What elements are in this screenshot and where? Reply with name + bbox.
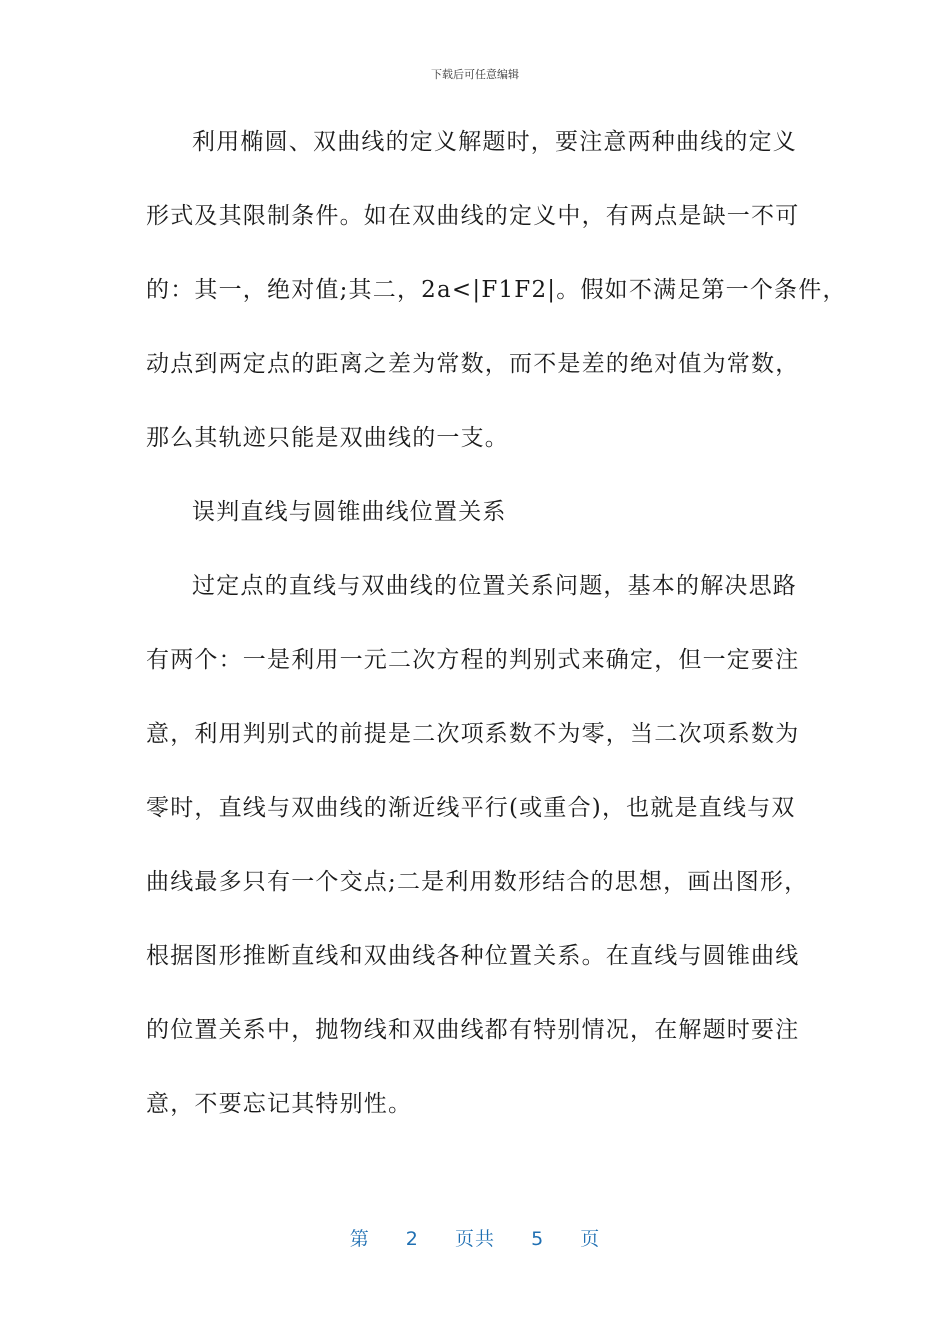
text-line: 意，利用判别式的前提是二次项系数不为零，当二次项系数为 xyxy=(146,721,800,747)
page-current: 2 xyxy=(405,1228,419,1250)
text-line: 曲线最多只有一个交点;二是利用数形结合的思想，画出图形， xyxy=(146,869,809,895)
section-heading xyxy=(146,494,806,531)
page-prefix: 第 xyxy=(349,1228,370,1250)
section-heading-text: 误判直线与圆锥曲线位置关系 xyxy=(192,499,507,525)
text-line: 根据图形推断直线和双曲线各种位置关系。在直线与圆锥曲线 xyxy=(146,943,800,969)
page-number-footer xyxy=(0,1224,950,1251)
paragraph-line-conic-position xyxy=(146,568,809,1123)
text-line: 的位置关系中，抛物线和双曲线都有特别情况，在解题时要注 xyxy=(146,1017,800,1043)
text-line: 的：其一，绝对值;其二，2a<|F1F2|。假如不满足第一个条件， xyxy=(146,277,847,303)
text-line: 形式及其限制条件。如在双曲线的定义中，有两点是缺一不可 xyxy=(146,203,800,229)
text-line: 那么其轨迹只能是双曲线的一支。 xyxy=(146,425,509,451)
page-total: 5 xyxy=(531,1228,545,1250)
header-note: 下载后可任意编辑 xyxy=(431,68,519,81)
document-body xyxy=(146,124,847,1160)
text-line: 过定点的直线与双曲线的位置关系问题，基本的解决思路 xyxy=(192,573,797,599)
text-line: 意，不要忘记其特别性。 xyxy=(146,1091,413,1117)
page-mid: 页共 xyxy=(454,1228,495,1250)
text-line: 动点到两定点的距离之差为常数，而不是差的绝对值为常数， xyxy=(146,351,800,377)
paragraph-ellipse-hyperbola-definition xyxy=(146,124,847,457)
text-line: 利用椭圆、双曲线的定义解题时，要注意两种曲线的定义 xyxy=(192,129,797,155)
text-line: 有两个：一是利用一元二次方程的判别式来确定，但一定要注 xyxy=(146,647,800,673)
page-suffix: 页 xyxy=(580,1228,601,1250)
text-line: 零时，直线与双曲线的渐近线平行(或重合)，也就是直线与双 xyxy=(146,795,796,821)
